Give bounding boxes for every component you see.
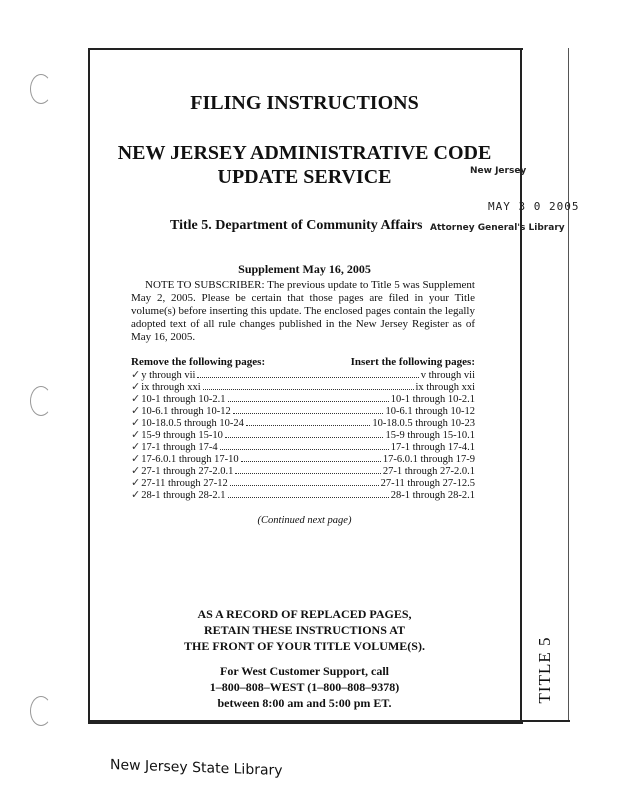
list-item: ✓ 17-6.0.1 through 17-10 17-6.0.1 through 17-9 bbox=[131, 453, 475, 465]
list-item: ✓ 17-1 through 17-4 17-1 through 17-4.1 bbox=[131, 441, 475, 453]
binder-hole-icon bbox=[30, 74, 52, 104]
support-phone: 1–800–808–WEST (1–800–808–9378) bbox=[209, 680, 400, 694]
pages-list bbox=[131, 369, 475, 501]
customer-support bbox=[88, 663, 521, 711]
list-item: ✓ 10-18.0.5 through 10-24 10-18.0.5 through 10-23 bbox=[131, 417, 475, 429]
library-stamp-2: Attorney General's Library bbox=[430, 223, 565, 233]
subscriber-note: NOTE TO SUBSCRIBER: The previous update to Title 5 was Supplement May 2, 2005. Please be certain that those pages are filed in your Title volume(s) before inserting this update. The enclosed pages contain the legally adopted text of all rule changes published in the New Jersey Register as of May 16, 2005. bbox=[131, 279, 475, 343]
title-line: Title 5. Department of Community Affairs bbox=[170, 218, 423, 233]
checkmark-icon: ✓ bbox=[131, 417, 141, 429]
list-item: ✓ 15-9 through 15-10 15-9 through 15-10.1 bbox=[131, 429, 475, 441]
list-item: ✓ y through vii v through vii bbox=[131, 369, 475, 381]
binder-hole-icon bbox=[30, 696, 52, 726]
checkmark-icon: ✓ bbox=[131, 393, 141, 405]
checkmark-icon: ✓ bbox=[131, 489, 141, 501]
remove-header: Remove the following pages: bbox=[131, 356, 266, 368]
checkmark-icon: ✓ bbox=[131, 381, 141, 393]
library-stamp-1: New Jersey bbox=[470, 166, 527, 176]
code-title: NEW JERSEY ADMINISTRATIVE CODE bbox=[117, 142, 492, 164]
checkmark-icon: ✓ bbox=[131, 429, 141, 441]
update-service-title: UPDATE SERVICE bbox=[217, 166, 392, 188]
checkmark-icon: ✓ bbox=[131, 405, 141, 417]
right-edge-line bbox=[568, 48, 569, 722]
list-item: ✓ 10-6.1 through 10-12 10-6.1 through 10-12 bbox=[131, 405, 475, 417]
checkmark-icon: ✓ bbox=[131, 477, 141, 489]
insert-header: Insert the following pages: bbox=[350, 356, 475, 368]
continued-note: (Continued next page) bbox=[257, 515, 352, 526]
binder-hole-icon bbox=[30, 386, 52, 416]
spine-label: TITLE 5 bbox=[535, 636, 554, 704]
record-notice bbox=[88, 606, 521, 654]
footer-library-stamp: New Jersey State Library bbox=[110, 756, 283, 780]
list-item: ✓ 27-1 through 27-2.0.1 27-1 through 27-2.0.1 bbox=[131, 465, 475, 477]
record-line-1: AS A RECORD OF REPLACED PAGES, bbox=[197, 607, 412, 621]
checkmark-icon: ✓ bbox=[131, 465, 141, 477]
list-item: ✓ 27-11 through 27-12 27-11 through 27-12.5 bbox=[131, 477, 475, 489]
bottom-rule bbox=[88, 720, 570, 722]
list-item: ✓ 10-1 through 10-2.1 10-1 through 10-2.1 bbox=[131, 393, 475, 405]
support-line-1: For West Customer Support, call bbox=[219, 664, 389, 678]
checkmark-icon: ✓ bbox=[131, 441, 141, 453]
checkmark-icon: ✓ bbox=[131, 369, 141, 381]
checkmark-icon: ✓ bbox=[131, 453, 141, 465]
list-item: ✓ ix through xxi ix through xxi bbox=[131, 381, 475, 393]
list-item: ✓ 28-1 through 28-2.1 28-1 through 28-2.1 bbox=[131, 489, 475, 501]
date-stamp: MAY 3 0 2005 bbox=[488, 200, 580, 213]
supplement-date: Supplement May 16, 2005 bbox=[238, 262, 371, 276]
record-line-2: RETAIN THESE INSTRUCTIONS AT bbox=[203, 623, 406, 637]
record-line-3: THE FRONT OF YOUR TITLE VOLUME(S). bbox=[184, 639, 425, 653]
filing-instructions-heading: FILING INSTRUCTIONS bbox=[190, 92, 419, 114]
support-hours: between 8:00 am and 5:00 pm ET. bbox=[217, 696, 392, 710]
